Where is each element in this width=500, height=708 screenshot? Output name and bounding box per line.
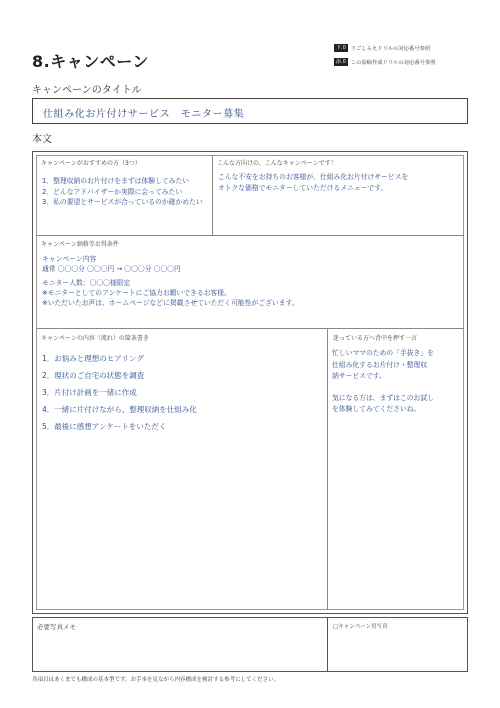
- steps-caption: キャンペーンの内容（流れ）の箇条書き: [41, 335, 149, 342]
- photo-memo-caption: 必要写真メモ: [37, 623, 76, 631]
- text-line: モニター人数：〇〇〇様限定: [42, 279, 131, 287]
- legend-text: 下ごしらえドリルの対応番号参照: [350, 46, 431, 52]
- list-item: 1．お悩みと理想のヒアリング: [42, 354, 144, 363]
- text-line: 忙しいママのための「手抜き」を: [332, 349, 434, 357]
- push-text[interactable]: [332, 348, 462, 416]
- text-line: オトクな価格でモニターしていただけるメニューです。: [218, 183, 388, 192]
- text-line: ※モニターとしてのアンケートにご協力お願いできるお客様。: [42, 289, 231, 297]
- text-line: 気になる方は、まずはこのお試し: [332, 393, 434, 402]
- target-text[interactable]: [218, 172, 462, 193]
- push-caption: 迷っている方へ背中を押す一言: [333, 335, 418, 342]
- page-title: 8.キャンペーン: [32, 52, 149, 71]
- list-item: 2．現状のご自宅の状態を調査: [42, 371, 145, 380]
- text-line: 納サービスです。: [332, 372, 386, 380]
- divider-row-2: [36, 328, 464, 329]
- legend-text: この原稿作成ドリルの対応番号参照: [350, 60, 436, 66]
- legend-chip: 下.0: [336, 45, 346, 51]
- list-item: 3．私の要望とサービスが合っているのか確かめたい: [42, 198, 203, 206]
- campaign-title-label: キャンペーンのタイトル: [32, 85, 142, 96]
- photo-memo-frame[interactable]: [32, 617, 468, 672]
- text-line: キャンペーン内容: [42, 255, 97, 263]
- list-item: 5．最後に感想アンケートをいただく: [42, 422, 167, 431]
- target-caption: こんな方向けの、こんなキャンペーンです！: [217, 160, 337, 167]
- legend-shitagoshirae: [334, 44, 430, 52]
- photo-memo-divider: [327, 617, 328, 672]
- list-item: 2．どんなアドバイザーか実際に会ってみたい: [42, 187, 183, 196]
- footnote: 各項目はあくまでも構成の基本型です。お手本を見ながら内容構成を検討する参考にしてください。: [32, 677, 280, 683]
- legend-chip: 添.0: [336, 59, 346, 65]
- text-line: 仕組み化するお片付け・整理収: [332, 360, 428, 369]
- divider-col-steps: [327, 328, 328, 610]
- price-caption: キャンペーン価格等お得条件: [41, 241, 119, 248]
- divider-row-1: [36, 235, 464, 236]
- text-line: を体験してみてくださいね。: [332, 405, 421, 413]
- campaign-title-value: 仕組み化お片付けサービス モニター募集: [43, 109, 245, 120]
- recommend-list[interactable]: [42, 176, 210, 208]
- price-text[interactable]: [42, 254, 462, 308]
- campaign-title-box[interactable]: [32, 98, 468, 124]
- body-label: 本文: [32, 134, 52, 145]
- steps-list[interactable]: [42, 350, 324, 435]
- list-item: 4．一緒に片付けながら、整理収納を仕組み化: [42, 405, 197, 414]
- list-item: 3．片付け計画を一緒に作成: [42, 388, 137, 397]
- divider-col-top: [212, 155, 213, 235]
- photo-caption: □キャンペーン用写真: [333, 624, 388, 630]
- text-line: こんな不安をお持ちのお客様が、仕組み化お片付けサービスを: [218, 173, 409, 181]
- legend-drill: [334, 58, 436, 66]
- text-line: ※いただいたお声は、ホームページなどに掲載させていただく可能性がございます。: [42, 299, 299, 307]
- list-item: 1．整理収納のお片付けをまずは体験してみたい: [42, 177, 190, 185]
- recommend-caption: キャンペーンがおすすめの方（3つ）: [41, 160, 141, 167]
- text-line: 通常 〇〇〇分 〇〇〇円 → 〇〇〇分 〇〇〇円: [42, 265, 181, 273]
